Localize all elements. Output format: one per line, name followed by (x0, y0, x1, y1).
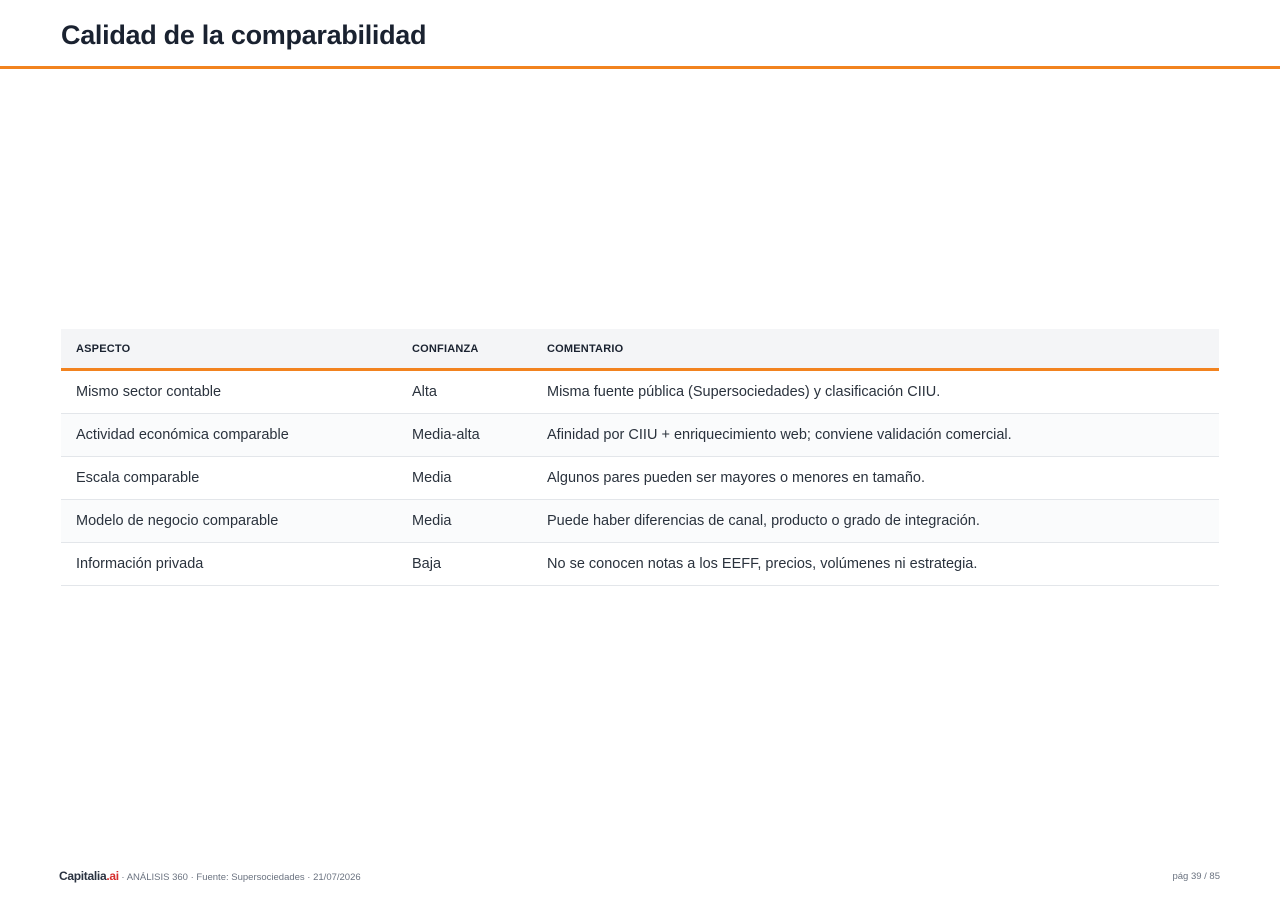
footer-left (59, 869, 361, 883)
table-row (61, 500, 1219, 543)
table-row (61, 543, 1219, 586)
brand-suffix: .ai (106, 869, 119, 883)
column-header-confianza: CONFIANZA (397, 329, 532, 370)
cell-aspecto: Mismo sector contable (61, 370, 397, 414)
table-row (61, 457, 1219, 500)
table-row (61, 370, 1219, 414)
cell-comentario: Algunos pares pueden ser mayores o menores en tamaño. (532, 457, 1219, 500)
page-header (0, 0, 1280, 69)
cell-confianza: Media-alta (397, 414, 532, 457)
table-header-row (61, 329, 1219, 370)
cell-confianza: Media (397, 457, 532, 500)
cell-comentario: Puede haber diferencias de canal, producto o grado de integración. (532, 500, 1219, 543)
cell-aspecto: Actividad económica comparable (61, 414, 397, 457)
cell-confianza: Media (397, 500, 532, 543)
page-number: pág 39 / 85 (1172, 871, 1220, 882)
cell-comentario: No se conocen notas a los EEFF, precios, volúmenes ni estrategia. (532, 543, 1219, 586)
cell-aspecto: Escala comparable (61, 457, 397, 500)
cell-aspecto: Modelo de negocio comparable (61, 500, 397, 543)
cell-confianza: Baja (397, 543, 532, 586)
column-header-aspecto: ASPECTO (61, 329, 397, 370)
cell-confianza: Alta (397, 370, 532, 414)
cell-aspecto: Información privada (61, 543, 397, 586)
cell-comentario: Afinidad por CIIU + enriquecimiento web; conviene validación comercial. (532, 414, 1219, 457)
page-title: Calidad de la comparabilidad (61, 20, 427, 50)
footer-meta: · ANÁLISIS 360 · Fuente: Supersociedades · 21/07/2026 (121, 872, 361, 883)
column-header-comentario: COMENTARIO (532, 329, 1219, 370)
brand-logo (59, 869, 119, 883)
table (61, 329, 1219, 586)
comparability-table (61, 329, 1219, 586)
table-row (61, 414, 1219, 457)
cell-comentario: Misma fuente pública (Supersociedades) y clasificación CIIU. (532, 370, 1219, 414)
brand-name: Capitalia (59, 869, 107, 883)
